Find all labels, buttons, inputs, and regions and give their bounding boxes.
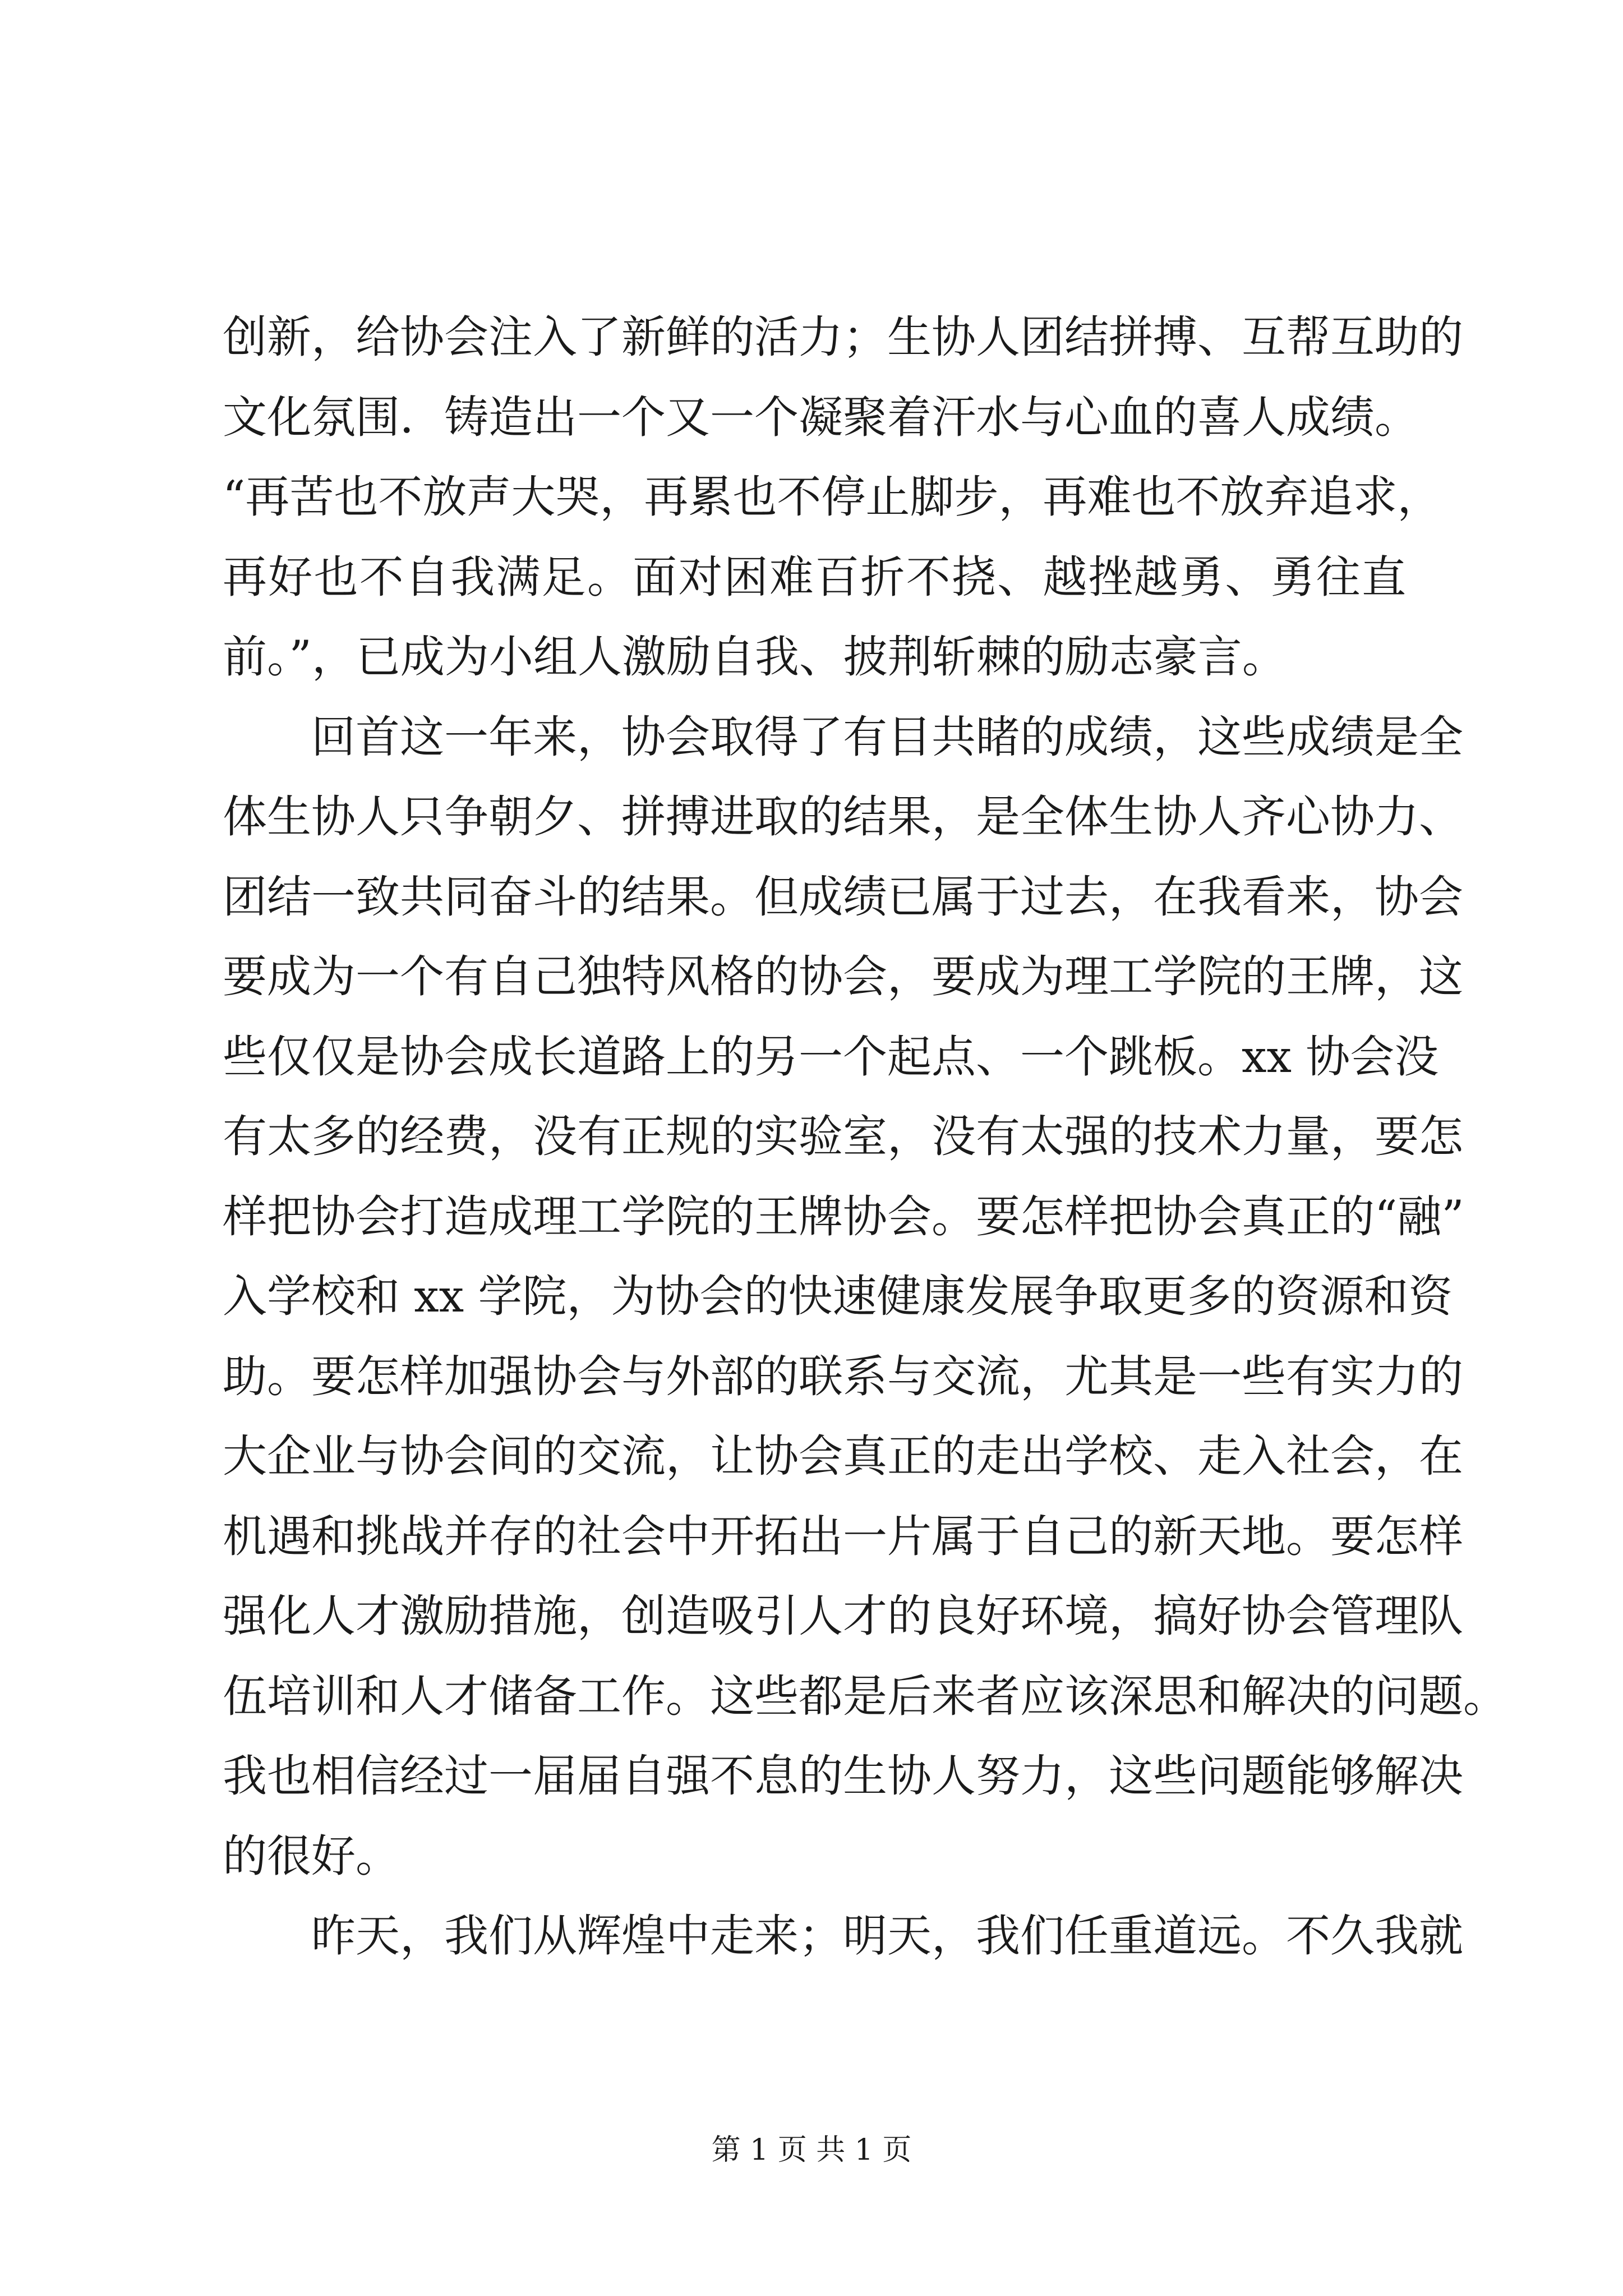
text-line: 我也相信经过一届届自强不息的生协人努力，这些问题能够解决	[223, 1750, 1463, 1802]
text-line: 昨天，我们从辉煌中走来；明天，我们任重道远。不久我就	[311, 1910, 1463, 1962]
text-line: 的很好。	[223, 1830, 400, 1882]
text-line: 创新，给协会注入了新鲜的活力；生协人团结拼搏、互帮互助的	[223, 311, 1463, 363]
text-line: 回首这一年来，协会取得了有目共睹的成绩，这些成绩是全	[311, 711, 1463, 763]
paragraph-2	[223, 697, 1507, 1897]
text-line: 大企业与协会间的交流，让协会真正的走出学校、走入社会，在	[223, 1430, 1463, 1482]
page-number-label: 第 1 页 共 1 页	[711, 2133, 912, 2167]
text-line: 前。”，已成为小组人激励自我、披荆斩棘的励志豪言。	[223, 631, 1287, 683]
text-line: 机遇和挑战并存的社会中开拓出一片属于自己的新天地。要怎样	[223, 1510, 1463, 1562]
text-line: 要成为一个有自己独特风格的协会，要成为理工学院的王牌，这	[223, 951, 1463, 1002]
text-line: 体生协人只争朝夕、拼搏进取的结果，是全体生协人齐心协力、	[223, 791, 1463, 843]
text-line: 文化氛围．铸造出一个又一个凝聚着汗水与心血的喜人成绩。	[223, 391, 1419, 443]
paragraph-1	[223, 297, 1463, 697]
text-line: 伍培训和人才储备工作。这些都是后来者应该深思和解决的问题。	[223, 1670, 1507, 1722]
paragraph-3	[223, 1896, 1463, 1976]
text-line: 有太多的经费，没有正规的实验室，没有太强的技术力量，要怎	[223, 1111, 1463, 1162]
page-footer	[0, 2126, 1623, 2168]
text-line: 强化人才激励措施，创造吸引人才的良好环境，搞好协会管理队	[223, 1590, 1463, 1642]
text-line: 入学校和 xx 学院，为协会的快速健康发展争取更多的资源和资	[223, 1271, 1453, 1322]
text-line: 样把协会打造成理工学院的王牌协会。要怎样把协会真正的“融”	[223, 1190, 1464, 1243]
text-line: 些仅仅是协会成长道路上的另一个起点、一个跳板。xx 协会没	[223, 1030, 1439, 1083]
document-body	[223, 297, 1507, 1976]
text-line: 助。要怎样加强协会与外部的联系与交流，尤其是一些有实力的	[223, 1350, 1463, 1402]
text-line: “再苦也不放声大哭，再累也不停止脚步，再难也不放弃追求，	[223, 471, 1442, 523]
text-line: 再好也不自我满足。面对困难百折不挠、越挫越勇、勇往直	[223, 551, 1406, 603]
text-line: 团结一致共同奋斗的结果。但成绩已属于过去，在我看来，协会	[223, 871, 1463, 923]
